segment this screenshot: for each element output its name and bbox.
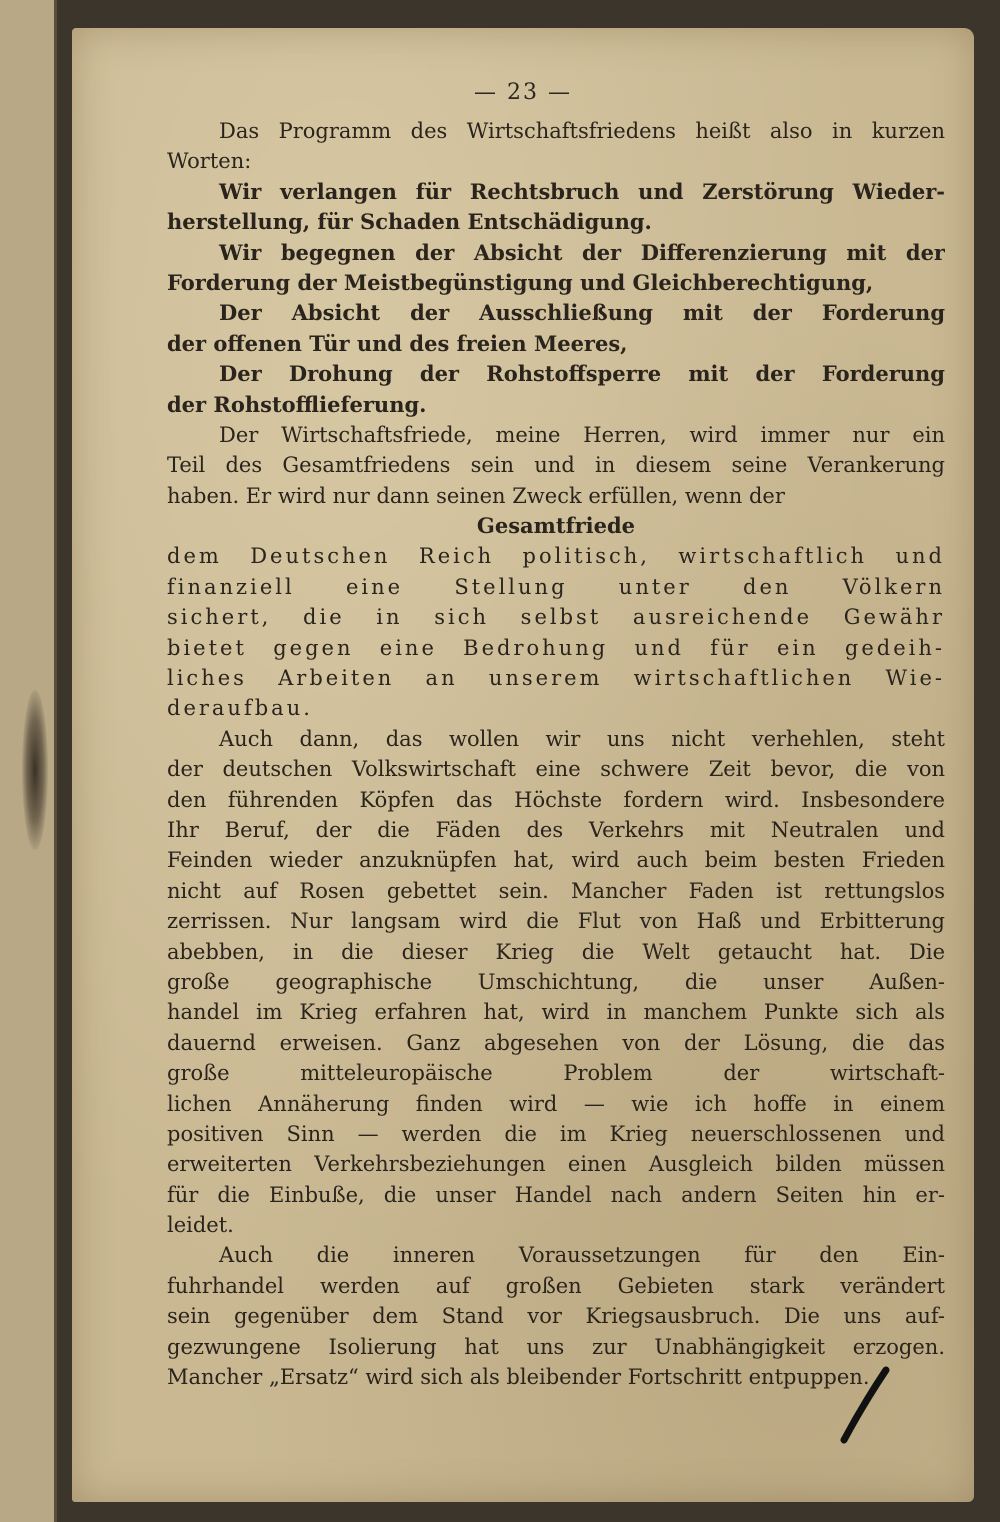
text-line: Auch dann, das wollen wir uns nicht verhehlen, steht <box>219 726 945 751</box>
text-line: Das Programm des Wirtschaftsfriedens heißt also in kurzen <box>219 119 945 143</box>
text-line: der deutschen Volkswirtschaft eine schwere Zeit bevor, die von <box>167 757 945 782</box>
text-line: Wir begegnen der Absicht der Differenzierung mit der <box>219 239 945 265</box>
text-line: finanziell eine Stellung unter den Völkern <box>167 574 945 599</box>
text-line: den führenden Köpfen das Höchste fordern wird. Insbesondere <box>167 787 945 812</box>
text-line: Der Absicht der Ausschließung mit der Forderung <box>219 300 945 326</box>
text-line: große geographische Umschichtung, die unser Außen- <box>167 969 945 994</box>
text-line: herstellung, für Schaden Entschädigung. <box>167 209 652 235</box>
text-line: Der Drohung der Rohstoffsperre mit der Forderung <box>219 361 945 387</box>
body-text <box>167 116 945 1392</box>
text-line: Ihr Beruf, der die Fäden des Verkehrs mit Neutralen und <box>167 817 945 842</box>
text-line: Mancher „Ersatz“ wird sich als bleibender Fortschritt entpuppen. <box>167 1365 870 1390</box>
pen-mark <box>834 1366 894 1446</box>
text-line: leidet. <box>167 1213 234 1238</box>
text-line: Auch die inneren Voraussetzungen für den Ein- <box>219 1243 945 1268</box>
text-line: fuhrhandel werden auf großen Gebieten stark verändert <box>167 1273 945 1298</box>
text-line: Forderung der Meistbegünstigung und Gleichberechtigung, <box>167 269 874 295</box>
text-line: deraufbau. <box>167 696 313 721</box>
text-line: Worten: <box>167 149 252 174</box>
text-line: Der Wirtschaftsfriede, meine Herren, wird immer nur ein <box>219 422 945 447</box>
text-line: nicht auf Rosen gebettet sein. Mancher Faden ist rettungslos <box>167 878 945 903</box>
text-line: der offenen Tür und des freien Meeres, <box>167 330 628 356</box>
text-line: dauernd erweisen. Ganz abgesehen von der Lösung, die das <box>167 1030 945 1055</box>
text-line: handel im Krieg erfahren hat, wird in manchem Punkte sich als <box>167 1000 945 1025</box>
text-line: gezwungene Isolierung hat uns zur Unabhängigkeit erzogen. <box>167 1334 945 1359</box>
text-line: haben. Er wird nur dann seinen Zweck erfüllen, wenn der <box>167 483 785 508</box>
text-line: dem Deutschen Reich politisch, wirtschaftlich und <box>167 544 945 569</box>
text-line: positiven Sinn — werden die im Krieg neuerschlossenen und <box>167 1121 945 1146</box>
text-line: sichert, die in sich selbst ausreichende Gewähr <box>167 605 945 630</box>
text-line: liches Arbeiten an unserem wirtschaftlichen Wie- <box>167 666 945 691</box>
book-page <box>72 28 974 1502</box>
text-line: Feinden wieder anzuknüpfen hat, wird auch beim besten Frieden <box>167 848 945 873</box>
ink-stain <box>22 690 48 850</box>
text-line: Teil des Gesamtfriedens sein und in diesem seine Verankerung <box>167 453 945 478</box>
text-line: sein gegenüber dem Stand vor Kriegsausbruch. Die uns auf- <box>167 1304 945 1329</box>
text-line: Wir verlangen für Rechtsbruch und Zerstörung Wieder- <box>219 178 945 204</box>
text-line: erweiterten Verkehrsbeziehungen einen Ausgleich bilden müssen <box>167 1152 945 1177</box>
text-line: der Rohstofflieferung. <box>167 391 427 417</box>
text-line: für die Einbuße, die unser Handel nach andern Seiten hin er- <box>167 1182 945 1207</box>
text-line: abebben, in die dieser Krieg die Welt getaucht hat. Die <box>167 939 945 964</box>
text-line: große mitteleuropäische Problem der wirtschaft- <box>167 1061 945 1086</box>
text-line: zerrissen. Nur langsam wird die Flut von Haß und Erbitterung <box>167 909 945 934</box>
text-line: lichen Annäherung finden wird — wie ich hoffe in einem <box>167 1091 945 1116</box>
text-line: bietet gegen eine Bedrohung und für ein gedeih- <box>167 635 945 660</box>
text-line: Gesamtfriede <box>476 513 636 539</box>
page-number: — 23 — <box>474 80 572 105</box>
previous-page-edge <box>0 0 57 1522</box>
